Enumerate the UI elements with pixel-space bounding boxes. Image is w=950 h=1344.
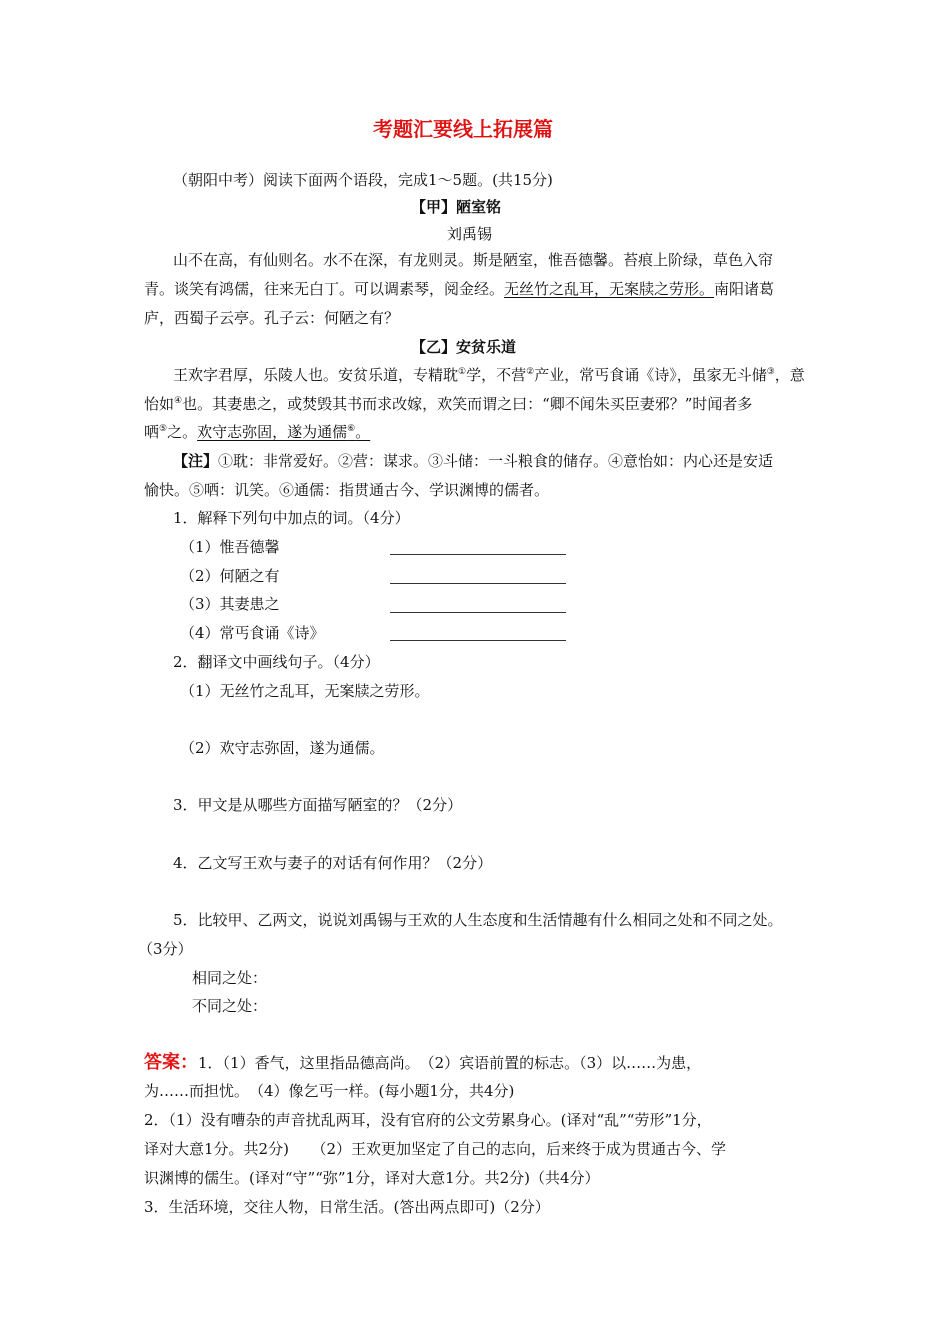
answer-line: 2．（1）没有嘈杂的声音扰乱两耳，没有官府的公文劳累身心。(译对“乱”“劳形”1分，: [144, 1111, 712, 1129]
question-5-stem: （3分）: [138, 940, 193, 958]
passage-jia-line: 青。谈笑有鸿儒，往来无白丁。可以调素琴，阅金经。无丝竹之乱耳，无案牍之劳形。南阳诸葛: [144, 280, 775, 298]
answer-line: 译对大意1分。共2分) （2）王欢更加坚定了自己的志向，后来终于成为贯通古今、学: [144, 1140, 726, 1158]
answer-line: 为……而担忧。 （4）像乞丐一样。(每小题1分，共4分): [144, 1082, 515, 1100]
underlined-sentence: 无丝竹之乱耳，无案牍之劳形。: [504, 280, 715, 298]
note-marker: ①: [458, 367, 467, 377]
question-2-stem: 2．翻译文中画线句子。（4分）: [173, 653, 380, 671]
passage-jia-heading: 【甲】陋室铭: [411, 198, 502, 216]
question-5-stem: 5．比较甲、乙两文，说说刘禹锡与王欢的人生态度和生活情趣有什么相同之处和不同之处。: [173, 911, 783, 929]
question-1-item: （4）常丐食诵《诗》: [180, 624, 325, 642]
answer-blank[interactable]: [390, 554, 566, 555]
question-1-item: （2）何陋之有: [180, 567, 280, 585]
answer-line: 3．生活环境，交往人物，日常生活。(答出两点即可)（2分）: [144, 1198, 550, 1216]
answer-blank[interactable]: [390, 583, 566, 584]
question-5-diff-label: 不同之处：: [192, 997, 268, 1015]
answer-line: 识渊博的儒生。(译对“守”“弥”1分，译对大意1分。共2分)（共4分）: [144, 1169, 600, 1187]
passage-yi-line: 哂⑤之。欢守志弥固，遂为通儒⑥。: [144, 423, 371, 441]
intro-text: （朝阳中考）阅读下面两个语段，完成1～5题。(共15分): [173, 171, 553, 189]
question-1-item: （3）其妻患之: [180, 595, 280, 613]
passage-jia-line: 庐，西蜀子云亭。孔子云：何陋之有？: [144, 309, 400, 327]
passage-yi-heading: 【乙】安贫乐道: [411, 338, 517, 356]
note-marker: ④: [174, 396, 183, 406]
passage-jia-author: 刘禹锡: [447, 225, 493, 243]
answer-line: 答案：1．（1）香气，这里指品德高尚。 （2）宾语前置的标志。（3）以……为患，: [144, 1052, 702, 1073]
note-line: 【注】①耽：非常爱好。②营：谋求。③斗储：一斗粮食的储存。④意怡如：内心还是安适: [173, 452, 774, 470]
question-1-stem: 1．解释下列句中加点的词。（4分）: [173, 509, 410, 527]
answer-blank[interactable]: [390, 612, 566, 613]
page-title: 考题汇要线上拓展篇: [373, 117, 553, 141]
question-2-item: （2）欢守志弥固，遂为通儒。: [180, 739, 385, 757]
note-marker: ⑤: [159, 424, 168, 434]
passage-yi-line: 王欢字君厚，乐陵人也。安贫乐道，专精耽①学，不营②产业，常丐食诵《诗》，虽家无斗储③，意: [173, 366, 805, 384]
passage-yi-line: 怡如④也。其妻患之，或焚毁其书而求改嫁，欢笑而谓之曰：“卿不闻朱买臣妻邪？”时闻者多: [144, 395, 753, 413]
question-4: 4．乙文写王欢与妻子的对话有何作用？（2分）: [173, 854, 493, 872]
question-3: 3．甲文是从哪些方面描写陋室的？（2分）: [173, 796, 463, 814]
question-2-item: （1）无丝竹之乱耳，无案牍之劳形。: [180, 682, 430, 700]
answer-label: 答案：: [144, 1052, 198, 1073]
note-label: 【注】: [173, 452, 219, 470]
note-marker: ②: [526, 367, 535, 377]
answer-blank[interactable]: [390, 640, 566, 641]
underlined-sentence: 欢守志弥固，遂为通儒⑥。: [197, 423, 371, 441]
passage-jia-line: 山不在高，有仙则名。水不在深，有龙则灵。斯是陋室，惟吾德馨。苔痕上阶绿，草色入帘: [173, 251, 774, 269]
note-line: 愉快。⑤哂：讥笑。⑥通儒：指贯通古今、学识渊博的儒者。: [144, 481, 550, 499]
question-5-same-label: 相同之处：: [192, 969, 268, 987]
question-1-item: （1）惟吾德馨: [180, 538, 280, 556]
note-marker: ③: [766, 367, 775, 377]
